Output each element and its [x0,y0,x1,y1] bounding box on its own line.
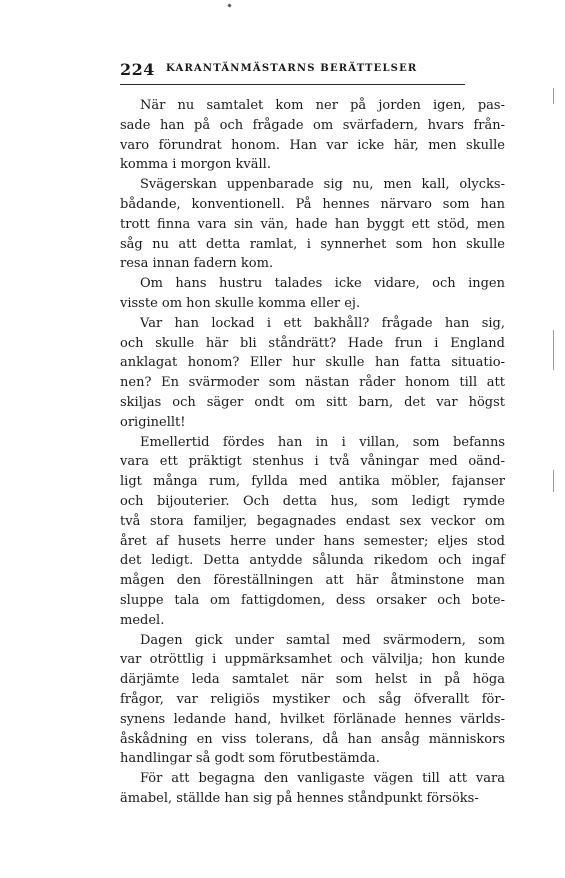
body-text [120,96,505,809]
text-line: handlingar så godt som förutbestämda. [120,751,380,767]
text-line: vara ett präktigt stenhus i två våningar med oänd- [120,454,505,470]
text-line: skiljas och säger ondt om sitt barn, det var högst [120,394,505,410]
text-line: När nu samtalet kom ner på jorden igen, pas- [140,98,505,113]
text-line: komma i morgon kväll. [120,157,271,173]
text-line: synens ledande hand, hvilket förlänade hennes världs- [120,711,505,727]
text-line: sluppe tala om fattigdomen, dess orsaker och bote- [120,592,505,608]
text-line: trott finna vara sin vän, hade han byggt ett stöd, men [120,216,505,232]
text-line: såg nu att detta ramlat, i synnerhet som hon skulle [120,236,505,252]
text-line: Dagen gick under samtal med svärmodern, som [140,632,505,648]
text-line: anklagat honom? Eller hur skulle han fatta situatio- [120,355,505,371]
scan-edge-mark [553,330,554,370]
text-line: visste om hon skulle komma eller ej. [120,295,361,311]
text-line: resa innan fadern kom. [120,256,274,272]
text-line: åskådning en viss tolerans, då han ansåg människors [120,731,505,747]
text-line: två stora familjer, begagnades endast sex veckor om [120,513,505,529]
text-line: Svägerskan uppenbarade sig nu, men kall, olycks- [140,177,505,193]
text-line: ligt många rum, fyllda med antika möbler, fajanser [120,474,505,490]
scan-edge-mark [553,470,554,492]
text-line: och bijouterier. Och detta hus, som ledigt rymde [120,493,505,509]
text-line: det ledigt. Detta antydde sålunda rikedom och ingaf [120,553,505,569]
running-head [120,60,465,84]
running-head-title: KARANTÄNMÄSTARNS BERÄTTELSER [166,63,418,74]
text-line: originellt! [120,414,186,430]
text-line: varo förundrat honom. Han var icke här, men skulle [120,137,505,153]
text-line: Om hans hustru talades icke vidare, och ingen [140,276,505,292]
text-line: sade han på och frågade om svärfadern, hvars från- [120,117,505,133]
page-number: 224 [120,60,155,79]
text-line: För att begagna den vanligaste vägen till att vara [140,771,505,787]
print-speck [227,3,231,7]
text-line: mågen den föreställningen att här åtminstone man [120,573,505,589]
text-line: Emellertid fördes han in i villan, som befanns [140,434,505,450]
text-line: var otröttlig i uppmärksamhet och välvilja; hon kunde [120,652,505,668]
text-line: ämabel, ställde han sig på hennes ståndpunkt försöks- [120,790,479,806]
text-line: bådande, konventionell. På hennes närvaro som han [120,196,505,212]
header-rule [120,84,465,85]
text-line: frågor, var religiös mystiker och såg öfverallt för- [120,691,505,707]
text-line: och skulle här bli ståndrätt? Hade frun i England [120,335,505,351]
text-line: därjämte leda samtalet när som helst in på höga [120,672,505,688]
scan-edge-mark [553,88,554,104]
text-line: året af husets herre under hans semester; eljes stod [120,533,505,549]
text-line: medel. [120,612,165,628]
text-line: nen? En svärmoder som nästan råder honom till att [120,375,505,391]
text-line: Var han lockad i ett bakhåll? frågade han sig, [140,315,505,331]
